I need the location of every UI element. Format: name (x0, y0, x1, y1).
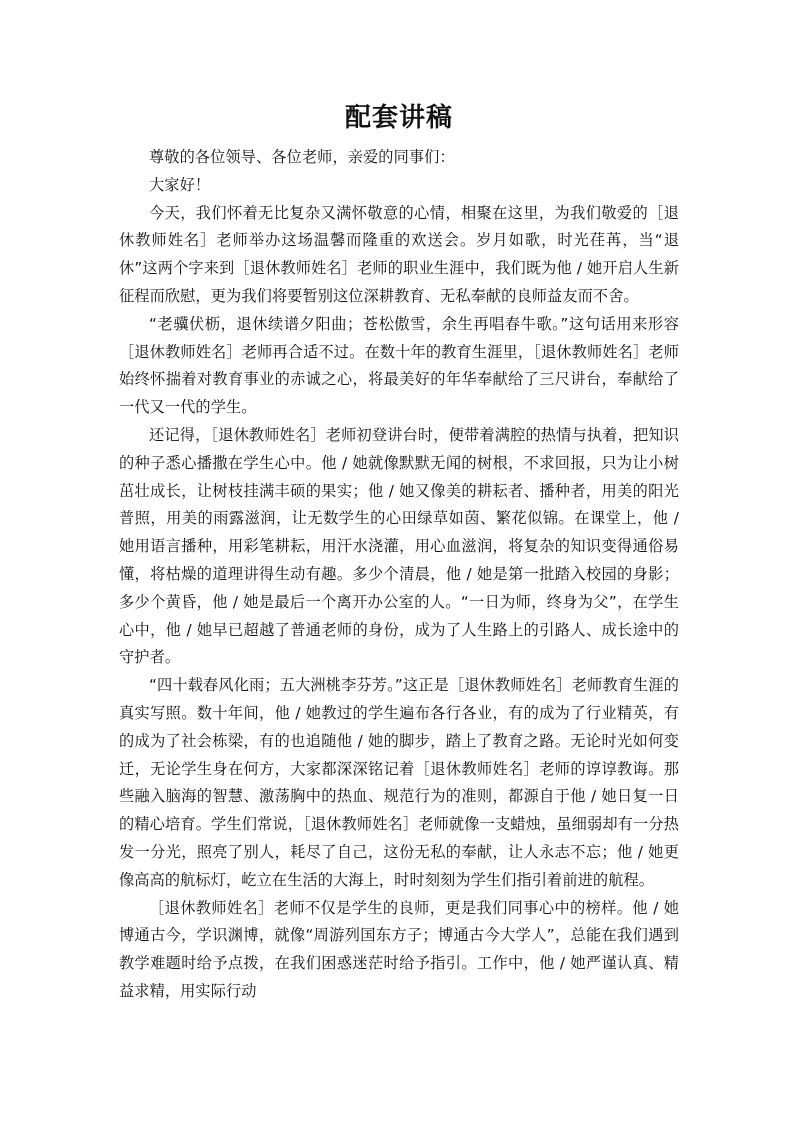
document-title: 配套讲稿 (344, 103, 453, 133)
document-body (119, 96, 679, 1006)
paragraph-memories: 还记得，［退休教师姓名］老师初登讲台时，便带着满腔的热情与执着，把知识的种子悉心播撒在学生心中。他 / 她就像默默无闻的树根，不求回报，只为让小树茁壮成长，让树枝挂满丰硕的果实；他 / 她又像美的耕耘者、播种者，用美的阳光普照，用美的雨露滋润，让无数学生的心田绿草如茵、繁花似锦。在课堂上，他 / 她用语言播种，用彩笔耕耘，用汗水浇灌，用心血滋润，将复杂的知识变得通俗易懂，将枯燥的道理讲得生动有趣。多少个清晨，他 / 她是第一批踏入校园的身影；多少个黄昏，他 / 她是最后一个离开办公室的人。“一日为师，终身为父”，在学生心中，他 / 她早已超越了普通老师的身份，成为了人生路上的引路人、成长途中的守护者。 (119, 425, 679, 667)
paragraph-quote: “老骥伏枥，退休续谱夕阳曲；苍松傲雪，余生再唱春牛歌。”这句话用来形容［退休教师姓名］老师再合适不过。在数十年的教育生涯里，［退休教师姓名］老师始终怀揣着对教育事业的赤诚之心，将最美好的年华奉献给了三尺讲台，奉献给了一代又一代的学生。 (119, 314, 679, 417)
paragraph-achievements: “四十载春风化雨；五大洲桃李芬芳。”这正是［退休教师姓名］老师教育生涯的真实写照。数十年间，他 / 她教过的学生遍布各行各业，有的成为了行业精英，有的成为了社会栋梁，有的也追随他 / 她的脚步，踏上了教育之路。无论时光如何变迁，无论学生身在何方，大家都深深铭记着［退休教师姓名］老师的谆谆教诲。那些融入脑海的智慧、激荡胸中的热血、规范行为的准则，都源自于他 / 她日复一日的精心培育。学生们常说，［退休教师姓名］老师就像一支蜡烛，虽细弱却有一分热发一分光，照亮了别人，耗尽了自己，这份无私的奉献，让人永志不忘；他 / 她更像高高的航标灯，屹立在生活的大海上，时时刻刻为学生们指引着前进的航程。 (119, 676, 679, 889)
paragraph-colleague: ［退休教师姓名］老师不仅是学生的良师，更是我们同事心中的榜样。他 / 她博通古今，学识渊博，就像“周游列国东方子；博通古今大学人”，总能在我们遇到教学难题时给予点拨，在我们困惑迷茫时给予指引。工作中，他 / 她严谨认真、精益求精，用实际行动 (119, 898, 679, 1000)
salutation: 尊敬的各位领导、各位老师，亲爱的同事们： (149, 148, 455, 166)
greeting: 大家好！ (149, 175, 211, 194)
paragraph-opening: 今天，我们怀着无比复杂又满怀敬意的心情，相聚在这里，为我们敬爱的［退休教师姓名］老师举办这场温馨而隆重的欢送会。岁月如歌，时光荏苒，当“退休”这两个字来到［退休教师姓名］老师的职业生涯中，我们既为他 / 她开启人生新征程而欣慰，更为我们将要暂别这位深耕教育、无私奉献的良师益友而不舍。 (119, 203, 679, 305)
